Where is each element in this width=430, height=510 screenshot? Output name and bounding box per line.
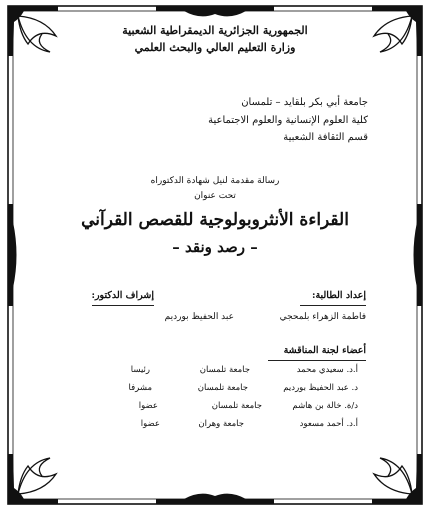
student-name: فاطمة الزهراء بلمحجي [279,312,366,322]
student-label-underline [300,305,366,306]
department-name: قسم الثقافة الشعبية [283,132,368,143]
member-university: جامعة وهران [198,419,244,429]
member-name: أ.د. أحمد مسعود [299,419,358,429]
member-role: رئيسا [130,365,150,375]
ministry-name: وزارة التعليم العالي والبحث العلمي [134,41,296,54]
member-name: د/ة. خالة بن هاشم [292,401,358,411]
thesis-intro: رسالة مقدمة لنيل شهادة الدكتوراه [150,176,280,186]
member-university: جامعة تلمسان [211,401,262,411]
member-name: د. عبد الحفيظ بورديم [283,383,358,393]
university-name: جامعة أبي بكر بلقايد – تلمسان [241,97,368,108]
supervisor-name: عبد الحفيظ بورديم [164,312,234,322]
student-label: إعداد الطالبة: [311,290,366,301]
ministry-header [0,22,430,56]
supervisor-label: إشراف الدكتور: [91,290,154,301]
member-name: أ.د. سعيدي محمد [296,365,358,375]
faculty-name: كلية العلوم الإنسانية والعلوم الاجتماعية [208,115,368,126]
member-role: عضوا [140,419,160,429]
committee-heading: أعضاء لجنة المناقشة [283,345,366,356]
member-role: عضوا [138,401,158,411]
thesis-subtitle: – رصد ونقد – [172,238,258,256]
member-role: مشرفا [128,383,152,393]
committee-heading-underline [268,360,366,361]
supervisor-label-underline [92,305,154,306]
thesis-subtitle-label: تحت عنوان [194,191,236,201]
member-university: جامعة تلمسان [199,365,250,375]
republic-name: الجمهورية الجزائرية الديمقراطية الشعبية [122,24,308,37]
thesis-title: القراءة الأنثروبولوجية للقصص القرآني [81,210,349,230]
member-university: جامعة تلمسان [197,383,248,393]
